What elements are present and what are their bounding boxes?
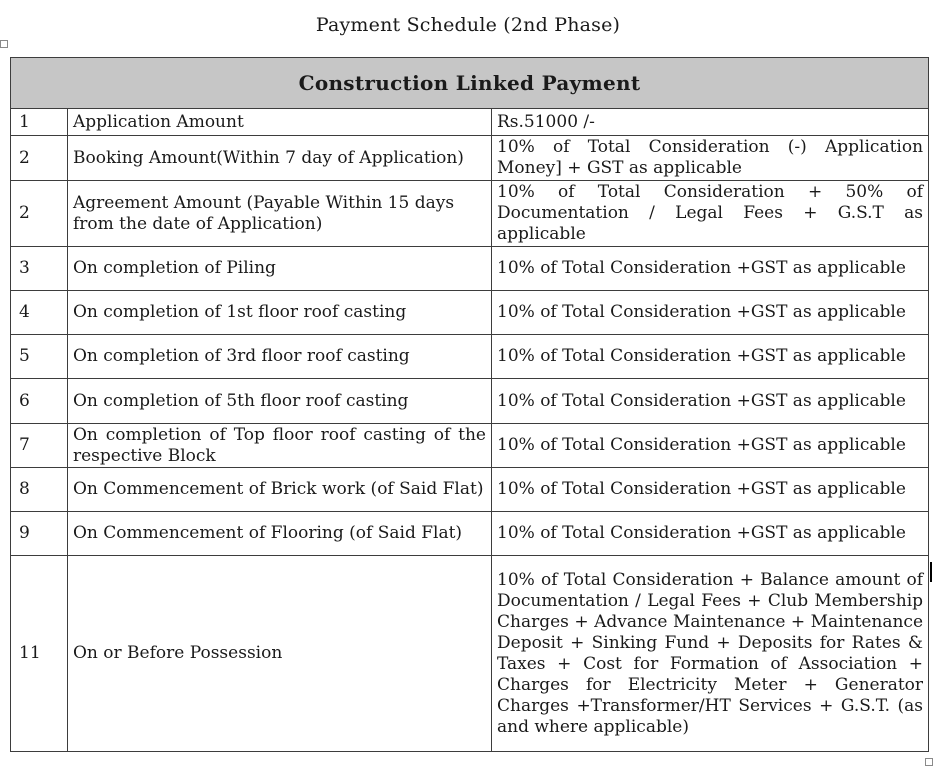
payment-amount: 10% of Total Consideration +GST as applicable (492, 468, 929, 512)
payment-stage: Application Amount (68, 109, 492, 136)
payment-stage: On Commencement of Flooring (of Said Flat) (68, 512, 492, 556)
serial-number: 1 (11, 109, 68, 136)
table-header: Construction Linked Payment (11, 58, 929, 109)
payment-stage: On or Before Possession (68, 556, 492, 752)
serial-number: 7 (11, 424, 68, 468)
payment-amount: 10% of Total Consideration + Balance amount of Documentation / Legal Fees + Club Membership Charges + Advance Maintenance + Maintenance Deposit + Sinking Fund + Deposits for Rates & Taxes + Cost for Formation of Association + Charges for Electricity Meter + Generator Charges +Transformer/HT Services + G.S.T. (as and where applicable) (492, 556, 929, 752)
table-row (11, 109, 929, 136)
serial-number: 11 (11, 556, 68, 752)
payment-amount: 10% of Total Consideration +GST as applicable (492, 512, 929, 556)
serial-number: 4 (11, 291, 68, 335)
text-cursor (930, 562, 932, 582)
table-move-handle[interactable] (0, 40, 8, 48)
payment-stage: On completion of 5th floor roof casting (68, 379, 492, 424)
table-row (11, 335, 929, 379)
table-row (11, 512, 929, 556)
payment-stage: Booking Amount(Within 7 day of Application) (68, 136, 492, 181)
payment-stage: On Commencement of Brick work (of Said Flat) (68, 468, 492, 512)
payment-amount: 10% of Total Consideration +GST as applicable (492, 424, 929, 468)
table-row (11, 247, 929, 291)
payment-amount: 10% of Total Consideration (-) Application Money] + GST as applicable (492, 136, 929, 181)
table-resize-handle[interactable] (925, 758, 933, 766)
payment-stage: On completion of Top floor roof casting of the respective Block (68, 424, 492, 468)
table-row (11, 136, 929, 181)
payment-amount: 10% of Total Consideration +GST as applicable (492, 379, 929, 424)
payment-stage: On completion of Piling (68, 247, 492, 291)
serial-number: 2 (11, 136, 68, 181)
payment-amount: 10% of Total Consideration +GST as applicable (492, 291, 929, 335)
payment-amount: 10% of Total Consideration + 50% of Documentation / Legal Fees + G.S.T as applicable (492, 181, 929, 247)
payment-stage: On completion of 1st floor roof casting (68, 291, 492, 335)
table-row (11, 291, 929, 335)
payment-amount: 10% of Total Consideration +GST as applicable (492, 335, 929, 379)
payment-amount: Rs.51000 /- (492, 109, 929, 136)
table-row (11, 468, 929, 512)
serial-number: 5 (11, 335, 68, 379)
serial-number: 9 (11, 512, 68, 556)
table-header-row (11, 58, 929, 109)
serial-number: 2 (11, 181, 68, 247)
document-title: Payment Schedule (2nd Phase) (315, 14, 621, 36)
serial-number: 6 (11, 379, 68, 424)
serial-number: 8 (11, 468, 68, 512)
table-row (11, 424, 929, 468)
payment-schedule-table (10, 57, 929, 752)
table-row (11, 181, 929, 247)
payment-stage: On completion of 3rd floor roof casting (68, 335, 492, 379)
serial-number: 3 (11, 247, 68, 291)
payment-amount: 10% of Total Consideration +GST as applicable (492, 247, 929, 291)
table-row (11, 556, 929, 752)
payment-stage: Agreement Amount (Payable Within 15 days from the date of Application) (68, 181, 492, 247)
table-row (11, 379, 929, 424)
